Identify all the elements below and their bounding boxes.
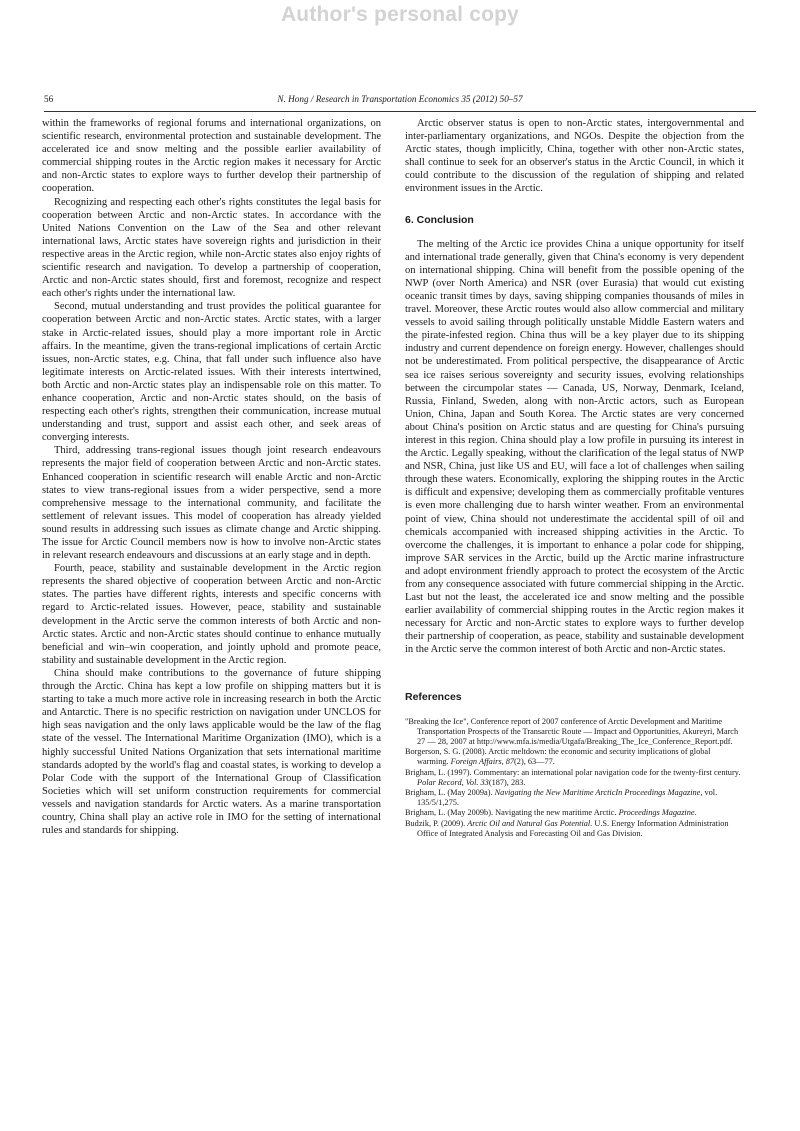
reference-item: Budzik, P. (2009). Arctic Oil and Natural Gas Potential. U.S. Energy Information Administration Office of Integrated Analysis and Forecasting Oil and Gas Division. [405, 818, 729, 838]
running-header [44, 94, 756, 108]
right-column [405, 117, 744, 839]
left-column [42, 117, 381, 837]
body-paragraph: China should make contributions to the governance of future shipping through the Arctic. China has kept a low profile on shipping matters but it is starting to take a much more active role in increasing research in both the Arctic and Antarctic. There is no specific restriction on navigation under UNCLOS for high seas navigation and the only laws applicable would be the law of the flag state of the vessel. The International Maritime Organization (IMO), which is a highly successful United Nations Organization that sets international maritime standards adopted by the world's flag and coastal states, is working to develop a Polar Code with the support of the International Group of Classification Societies which will set uniform construction requirements for commercial vessels and navigation standards for Arctic waters. As a marine transportation country, China shall play an active role in IMO for the setting of international rules and standards for shipping. [42, 667, 381, 837]
reference-item: Brigham, L. (May 2009a). Navigating the New Maritime ArcticIn Proceedings Magazine, vol. 135/5/1,275. [405, 787, 718, 808]
body-paragraph: Recognizing and respecting each other's rights constitutes the legal basis for cooperation between Arctic and non-Arctic states. In accordance with the United Nations Convention on the Law of the Sea and other relevant international laws, Arctic states have sovereign rights and jurisdiction in their respective areas in the Arctic region, while non-Arctic states also enjoy rights of scientific research and navigation. To develop a partnership of cooperation, Arctic and non-Arctic states should, first and foremost, recognize and respect each other's rights under the international law. [42, 196, 381, 300]
reference-list [405, 717, 744, 839]
body-paragraph: within the frameworks of regional forums and international organizations, on scientific research, environmental protection and sustainable development. The accelerated ice and snow melting and the possible earlier availability of commercial shipping routes in the Arctic region makes it necessary for Arctic and non-Arctic states to explore ways to further develop their partnership of cooperation. [42, 118, 381, 195]
reference-item: Brigham, L. (May 2009b). Navigating the new maritime Arctic. Proceedings Magazine. [405, 808, 697, 818]
journal-citation: N. Hong / Research in Transportation Economics 35 (2012) 50–57 [277, 94, 523, 104]
body-paragraph: Second, mutual understanding and trust provides the political guarantee for cooperation between Arctic and non-Arctic states. Arctic states, with a larger stake in Arctic-related issues, should play a more important role in Arctic affairs. In the meantime, given the trans-regional implications of certain Arctic issues, non-Arctic states, e.g. China, that fall under such influence also have legitimate interests on Arctic-related issues. With their interests intertwined, both Arctic and non-Arctic states play an indispensable role on this matter. To enhance cooperation, Arctic and non-Arctic states should, on the basis of respecting each other's rights, strengthen their communication, increase mutual understanding and trust, support and assist each other, and seek areas of converging interests. [42, 301, 381, 444]
body-paragraph: Arctic observer status is open to non-Arctic states, intergovernmental and inter-parliamentary organizations, and NGOs. Despite the objection from the Arctic states, though implicitly, China, together with other non-Arctic states, shall continue to seek for an observer's status in the Arctic Council, in which it could contribute to the discussion of the regulation of shipping and related environment issues in the Arctic. [405, 118, 744, 195]
header-rule [44, 111, 756, 112]
body-paragraph: Third, addressing trans-regional issues though joint research endeavours represents the major field of cooperation between Arctic and non-Arctic states. Enhanced cooperation in scientific research will enable Arctic and non-Arctic states to view trans-regional issues from a wider perspective, send a more comprehensive message to the international community, and facilitate the settlement of relevant issues. This model of cooperation has already yielded sound results in addressing such issues as climate change and Arctic shipping. The issue for Arctic Council members now is how to involve non-Arctic states in relevant research endeavours and discussions at an early stage and in depth. [42, 445, 381, 562]
page-number: 56 [44, 94, 54, 104]
section-heading: 6. Conclusion [405, 213, 474, 226]
body-paragraph: The melting of the Arctic ice provides China a unique opportunity for itself and international trade generally, given that China's economy is very dependent on international shipping. China will benefit from the possible opening of the NWP (over North America) and NSR (over Eurasia) that would cut existing oceanic transit times by days, saving shipping companies thousands of miles in travel. Moreover, these Arctic routes would also allow commercial and military vessels to avoid sailing through politically unstable Middle Eastern waters and the pirate-infested region. China thus will be a key player due to its shipping industry and current dependence on foreign energy. However, challenges should not be underestimated. From political perspective, the disappearance of Arctic sea ice raises serious sovereignty and security issues, evolving relationships between the circumpolar states — Canada, US, Norway, Denmark, Iceland, Russia, Finland, Sweden, along with non-Arctic actors, such as European Union, China, Japan and South Korea. The Arctic states are very concerned about China's position on Arctic status and are questing for China's pursuing interest in this region. China should play a low profile in pursuing its interest in the Arctic. Legally speaking, without the clarification of the legal status of NWP and NSR, China, just like US and EU, will face a lot of challenges when sailing through these waters. Economically, exploring the shipping routes in the Arctic is difficult and expensive; developing them as commercially profitable ventures is even more challenging due to harsh winter weather. From an environmental point of view, China should not underestimate the accidental spill of oil and chemicals accompanied with increased shipping activities in the Arctic. To overcome the challenges, it is important to enhance a polar code for shipping, improve SAR services in the Arctic, build up the Arctic marine infrastructure and adopt environment friendly approach to protect the ecosystem of the Arctic from any consequence associated with future commercial shipping in the Arctic. Last but not the least, the accelerated ice and snow melting and the possible earlier availability of commercial shipping routes in the Arctic region makes it necessary for Arctic and non-Arctic states to explore ways to further develop their partnership of cooperation, as peace, stability and sustainable development in the Arctic serve the common interest of both Arctic and non-Arctic states. [405, 238, 744, 656]
references-heading: References [405, 690, 462, 703]
reference-item: Borgerson, S. G. (2008). Arctic meltdown: the economic and security implications of global warming. Foreign Affairs, 87(2), 63—77. [405, 747, 711, 767]
watermark: Author's personal copy [280, 3, 520, 26]
reference-item: "Breaking the Ice", Conference report of 2007 conference of Arctic Development and Maritime Transportation Prospects of the Transarctic Route — Impact and Opportunities, Akureyri, March 27 — 28, 2007 at http://www.mfa.is/media/Utgafa/Breaking_The_Ice_Conference_Report.pdf. [405, 716, 739, 746]
reference-item: Brigham, L. (1997). Commentary: an international polar navigation code for the twenty-first century. Polar Record, Vol. 33(187), 283. [405, 767, 741, 787]
body-paragraph: Fourth, peace, stability and sustainable development in the Arctic region represents the shared objective of cooperation between Arctic and non-Arctic states. The parties have different rights, interests and specific concerns with regard to Arctic-related issues. However, peace, stability and sustainable development in the Arctic serve the common interests of both Arctic and non-Arctic states. Arctic and non-Arctic states should continue to enhance mutually beneficial and win–win cooperation, and jointly uphold and promote peace, stability and sustainable development in the Arctic region. [42, 563, 381, 666]
